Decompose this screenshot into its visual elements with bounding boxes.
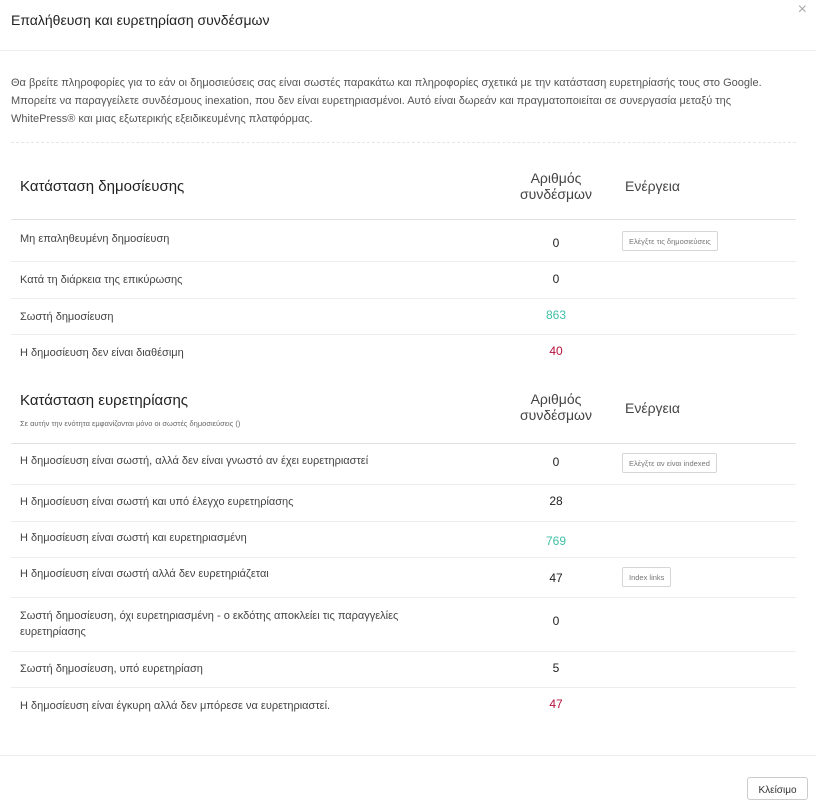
row-count: 863 [545, 308, 567, 322]
publication-section-header [11, 166, 796, 220]
table-row [11, 485, 796, 522]
count-header-line2: συνδέσμων [520, 186, 592, 202]
close-icon[interactable]: × [797, 1, 807, 18]
row-label: Η δημοσίευση είναι έγκυρη αλλά δεν μπόρεσε να ευρετηριαστεί. [20, 700, 331, 712]
row-label: Η δημοσίευση είναι σωστή και υπό έλεγχο ευρετηρίασης [20, 496, 294, 508]
index-links-button[interactable]: Index links [622, 567, 671, 587]
count-column-header [481, 170, 631, 202]
footer-divider [0, 755, 816, 756]
indexing-section-header [11, 382, 796, 444]
row-label: Η δημοσίευση είναι σωστή αλλά δεν ευρετηριάζεται [20, 568, 269, 580]
table-row [11, 335, 796, 371]
row-count: 0 [552, 614, 560, 628]
row-count: 47 [549, 571, 563, 585]
count-header-line1: Αριθμός [530, 391, 582, 407]
row-count: 769 [545, 534, 567, 548]
indexing-section-title: Κατάσταση ευρετηρίασης [20, 392, 189, 409]
row-count: 0 [552, 236, 560, 250]
row-count: 28 [549, 494, 563, 508]
publication-section-title: Κατάσταση δημοσίευσης [20, 178, 185, 195]
check-indexed-button[interactable]: Ελέγξτε αν είναι indexed [622, 453, 717, 473]
table-row [11, 444, 796, 485]
row-count: 0 [552, 455, 560, 469]
row-label: Σωστή δημοσίευση, όχι ευρετηριασμένη - ο εκδότης αποκλείει τις παραγγελίες ευρετηρίασης [20, 610, 399, 638]
action-column-header: Ενέργεια [625, 400, 680, 416]
table-row [11, 221, 796, 262]
check-publications-button[interactable]: Ελέγξτε τις δημοσιεύσεις [622, 231, 718, 251]
table-row [11, 558, 796, 598]
close-button[interactable]: Κλείσιμο [747, 777, 808, 800]
table-row [11, 299, 796, 335]
row-label: Η δημοσίευση είναι σωστή, αλλά δεν είναι γνωστό αν έχει ευρετηριαστεί [20, 455, 369, 467]
row-count: 47 [549, 697, 563, 711]
divider [11, 142, 796, 143]
row-count: 0 [552, 272, 560, 286]
row-label: Η δημοσίευση είναι σωστή και ευρετηριασμένη [20, 532, 247, 544]
row-label: Σωστή δημοσίευση [20, 311, 114, 323]
table-row [11, 652, 796, 688]
count-header-line1: Αριθμός [530, 170, 582, 186]
action-column-header: Ενέργεια [625, 178, 680, 194]
row-count: 40 [549, 344, 563, 358]
modal-header [0, 0, 816, 51]
count-header-line2: συνδέσμων [520, 407, 592, 423]
intro-text: Θα βρείτε πληροφορίες για το εάν οι δημοσιεύσεις σας είναι σωστές παρακάτω και πληροφορίες σχετικά με την κατάσταση ευρετηρίασής τους στο Google. Μπορείτε να παραγγείλετε συνδέσμους inexation, που δεν είναι ευρετηριασμένοι. Αυτό είναι δωρεάν και πραγματοποιείται σε συνεργασία μεταξύ της WhitePress® και μιας εξωτερικής εξειδικευμένης πλατφόρμας. [11, 77, 762, 125]
indexing-section-subtitle: Σε αυτήν την ενότητα εμφανίζονται μόνο οι σωστές δημοσιεύσεις () [20, 419, 241, 428]
row-label: Μη επαληθευμένη δημοσίευση [20, 233, 170, 245]
row-count: 5 [552, 661, 560, 675]
divider [11, 219, 796, 220]
row-label: Σωστή δημοσίευση, υπό ευρετηρίαση [20, 663, 203, 675]
table-row [11, 262, 796, 299]
table-row [11, 598, 796, 652]
row-label: Κατά τη διάρκεια της επικύρωσης [20, 274, 183, 286]
modal-title: Επαλήθευση και ευρετηρίαση συνδέσμων [11, 12, 270, 28]
row-label: Η δημοσίευση δεν είναι διαθέσιμη [20, 347, 184, 359]
table-row [11, 688, 796, 724]
table-row [11, 522, 796, 558]
count-column-header [481, 391, 631, 423]
